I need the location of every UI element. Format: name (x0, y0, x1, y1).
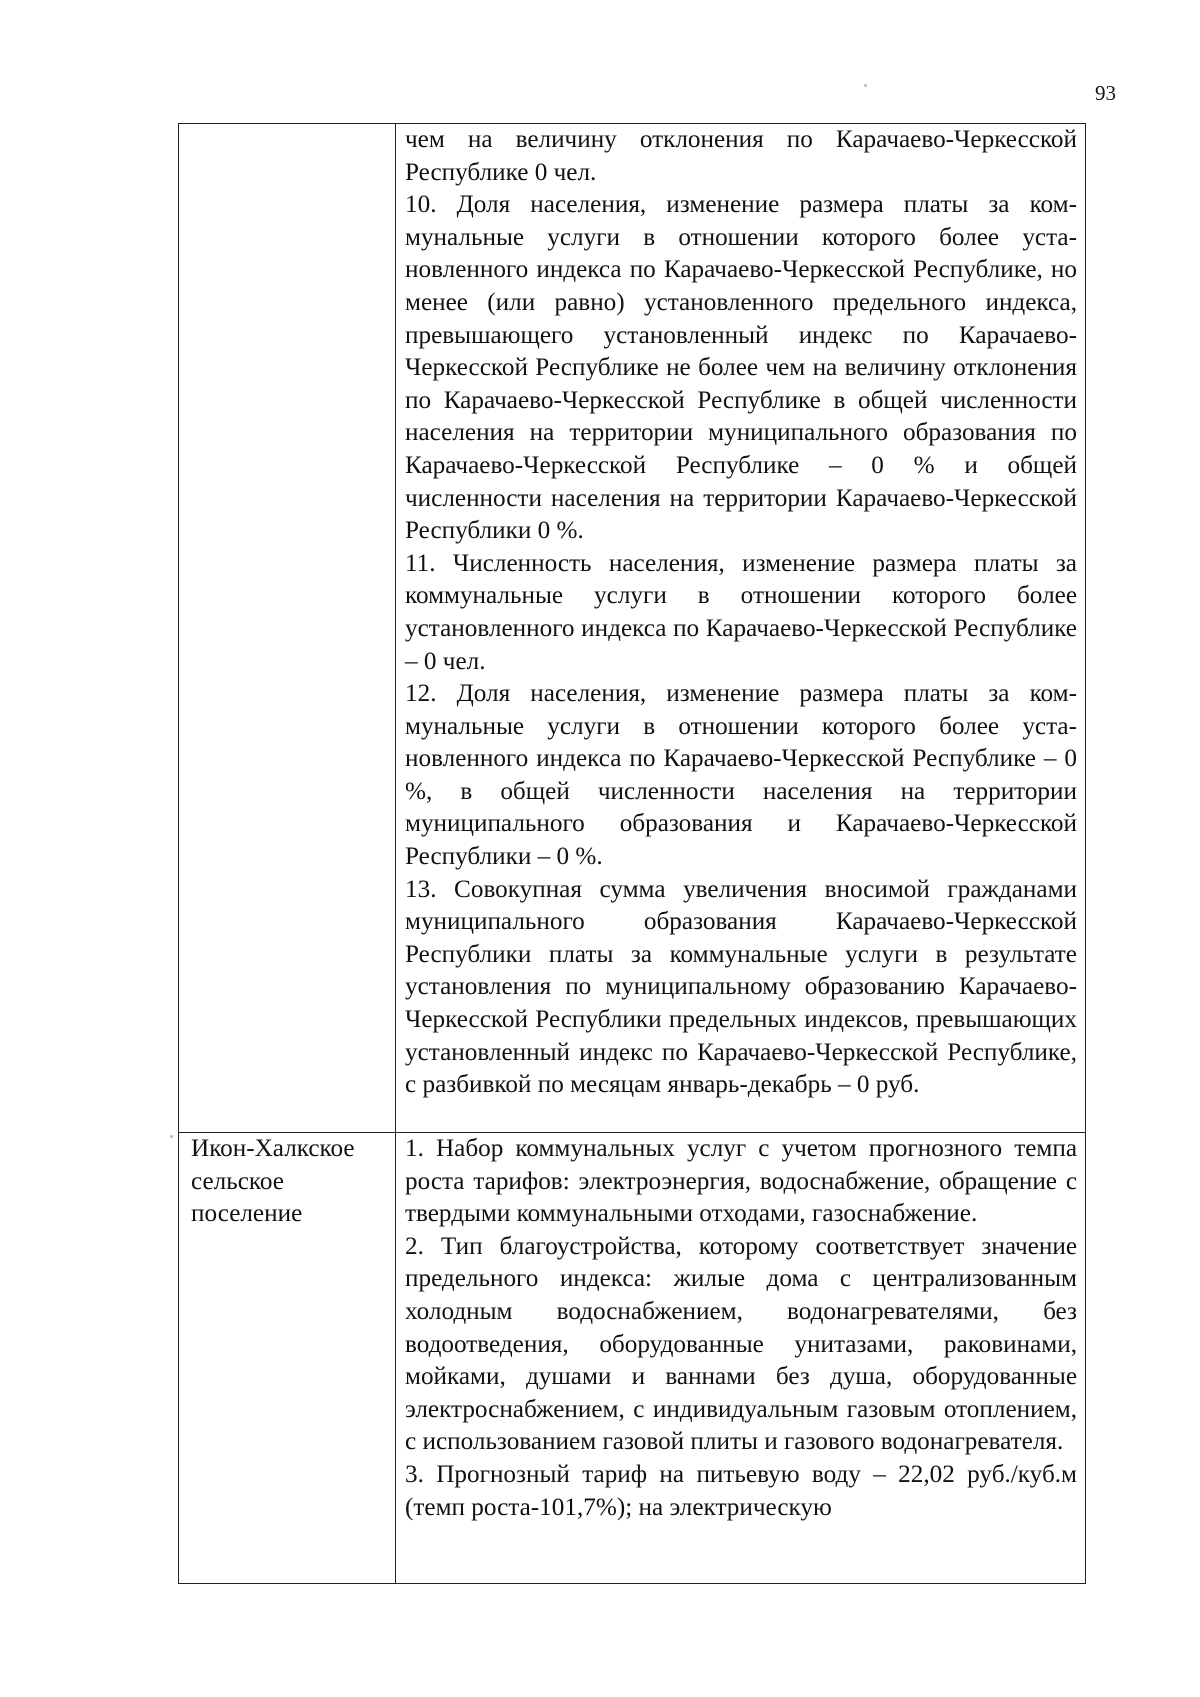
paragraph: 12. Доля населения, изменение размера платы за коммунальные услуги в отношении которого более установленного индекса по Карачаево-Черкесской Республике – 0 %, в общей численности населения на территории муниципального образования и Карачаево-Черкесской Республики – 0 %. (405, 680, 1077, 871)
municipality-name-line: поселение (191, 1200, 303, 1228)
paragraph: 1. Набор коммунальных услуг с учетом прогнозного темпа роста тарифов: электроэнергия, водоснабжение, обращение с твердыми коммунальными отходами, газоснабжение. (405, 1135, 1077, 1228)
paragraph: 13. Совокупная сумма увеличения вносимой гражданами муниципального образования Карачаево-Черкесской Республики платы за коммунальные услуги в результате установления по муниципальному образованию Карачаево-Черкесской Республики предельных индексов, превышающих установленный индекс по Карачаево-Черкесской Республике, с разбивкой по месяцам январь-декабрь – 0 руб. (405, 875, 1077, 1099)
municipality-name-line: Икон-Халкское (191, 1135, 355, 1162)
municipality-name-line: сельское (191, 1167, 284, 1195)
paragraph: 10. Доля населения, изменение размера платы за коммунальные услуги в отношении которого более установленного индекса по Карачаево-Черкесской Республике, но менее (или равно) установленного предельного индекса, превышающего установленный индекс по Карачаево-Черкесской Республике не более чем на величину отклонения по Карачаево-Черкесской Республике в общей численности населения на территории муниципального образования по Карачаево-Черкесской Республике – 0 % и общей численности населения на территории Карачаево-Черкесской Республики 0 %. (405, 191, 1077, 545)
paragraph: 11. Численность населения, изменение размера платы за коммунальные услуги в отношении которого более установленного индекса по Карачаево-Черкесской Республике – 0 чел. (405, 549, 1077, 675)
table-row (179, 124, 1086, 1133)
page-number: 93 (1095, 81, 1116, 105)
scan-speck (864, 84, 867, 87)
paragraph: 2. Тип благоустройства, которому соответствует значение предельного индекса: жилые дома с централизованным холодным водоснабжением, водонагревателями, без водоотведения, оборудованные унитазами, раковинами, мойками, душами и ваннами без душа, оборудованные электроснабжением, с индивидуальным газовым отоплением, с использованием газовой плиты и газового водонагревателя. (405, 1232, 1077, 1456)
description-cell (396, 124, 1086, 1133)
table-row (179, 1133, 1086, 1584)
paragraph: 3. Прогнозный тариф на питьевую воду – 22,02 руб./куб.м (темп роста-101,7%); на электрическую (405, 1460, 1077, 1521)
scan-speck (170, 1135, 173, 1138)
paragraph: чем на величину отклонения по Карачаево-Черкесской Республике 0 чел. (405, 126, 1077, 186)
tariff-index-table (178, 123, 1086, 1584)
municipality-cell (179, 1133, 396, 1584)
description-cell (396, 1133, 1086, 1584)
municipality-cell (179, 124, 396, 1133)
